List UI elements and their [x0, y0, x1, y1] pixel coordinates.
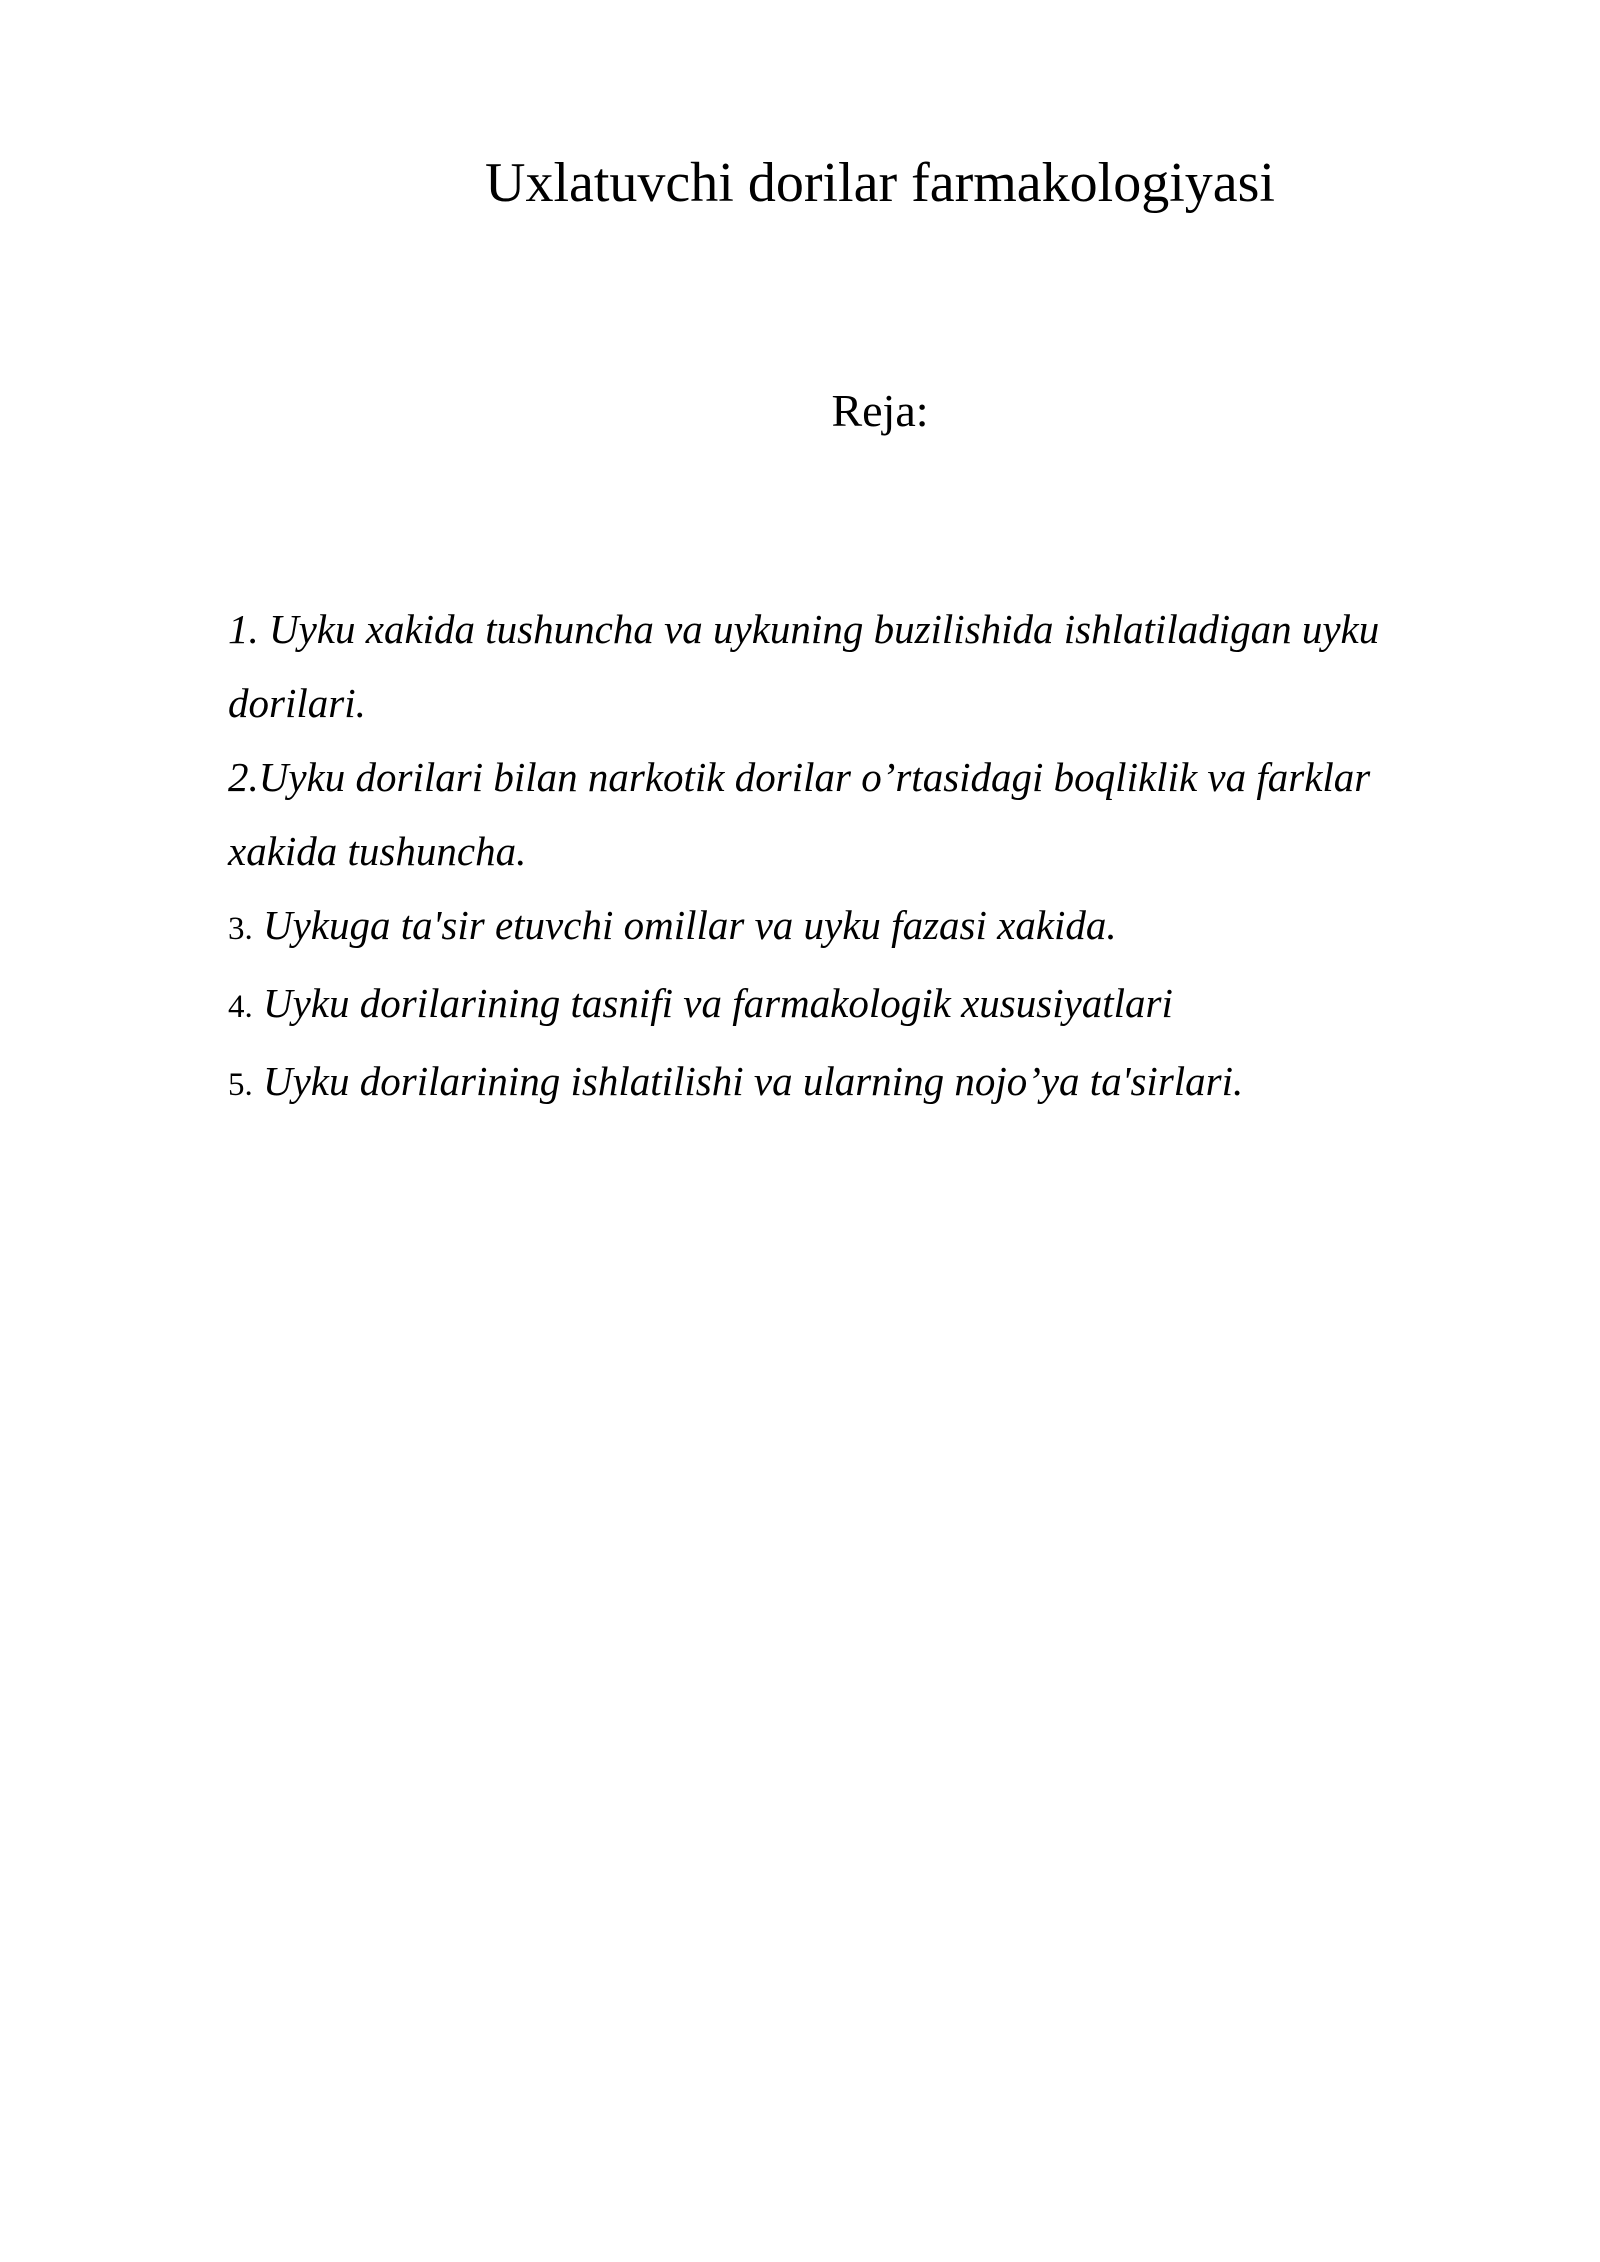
plan-item-text: Uykuga ta'sir etuvchi omillar va uyku fazasi xakida. — [252, 902, 1117, 948]
plan-item-text: Uyku dorilari bilan narkotik dorilar o’rtasidagi boqliklik va farklar xakida tushuncha. — [228, 754, 1371, 874]
plan-item-4 — [228, 966, 1458, 1044]
plan-item-text: Uyku xakida tushuncha va uykuning buzilishida ishlatiladigan uyku dorilari. — [228, 606, 1380, 726]
plan-list — [228, 592, 1458, 1122]
document-title: Uxlatuvchi dorilar farmakologiyasi — [485, 152, 1275, 214]
plan-item-1 — [228, 592, 1458, 740]
plan-item-text: Uyku dorilarining tasnifi va farmakologik xususiyatlari — [252, 980, 1173, 1026]
plan-item-number: 4. — [228, 989, 253, 1025]
plan-item-number: 1. — [228, 606, 259, 652]
plan-item-number: 5. — [228, 1067, 253, 1103]
plan-item-text: Uyku dorilarining ishlatilishi va ularning nojo’ya ta'sirlari. — [252, 1058, 1244, 1104]
plan-heading: Reja: — [831, 385, 929, 436]
plan-item-2 — [228, 740, 1458, 888]
plan-item-5 — [228, 1044, 1458, 1122]
plan-item-3 — [228, 888, 1458, 966]
plan-item-number: 2. — [228, 754, 259, 800]
plan-item-number: 3. — [228, 911, 253, 947]
